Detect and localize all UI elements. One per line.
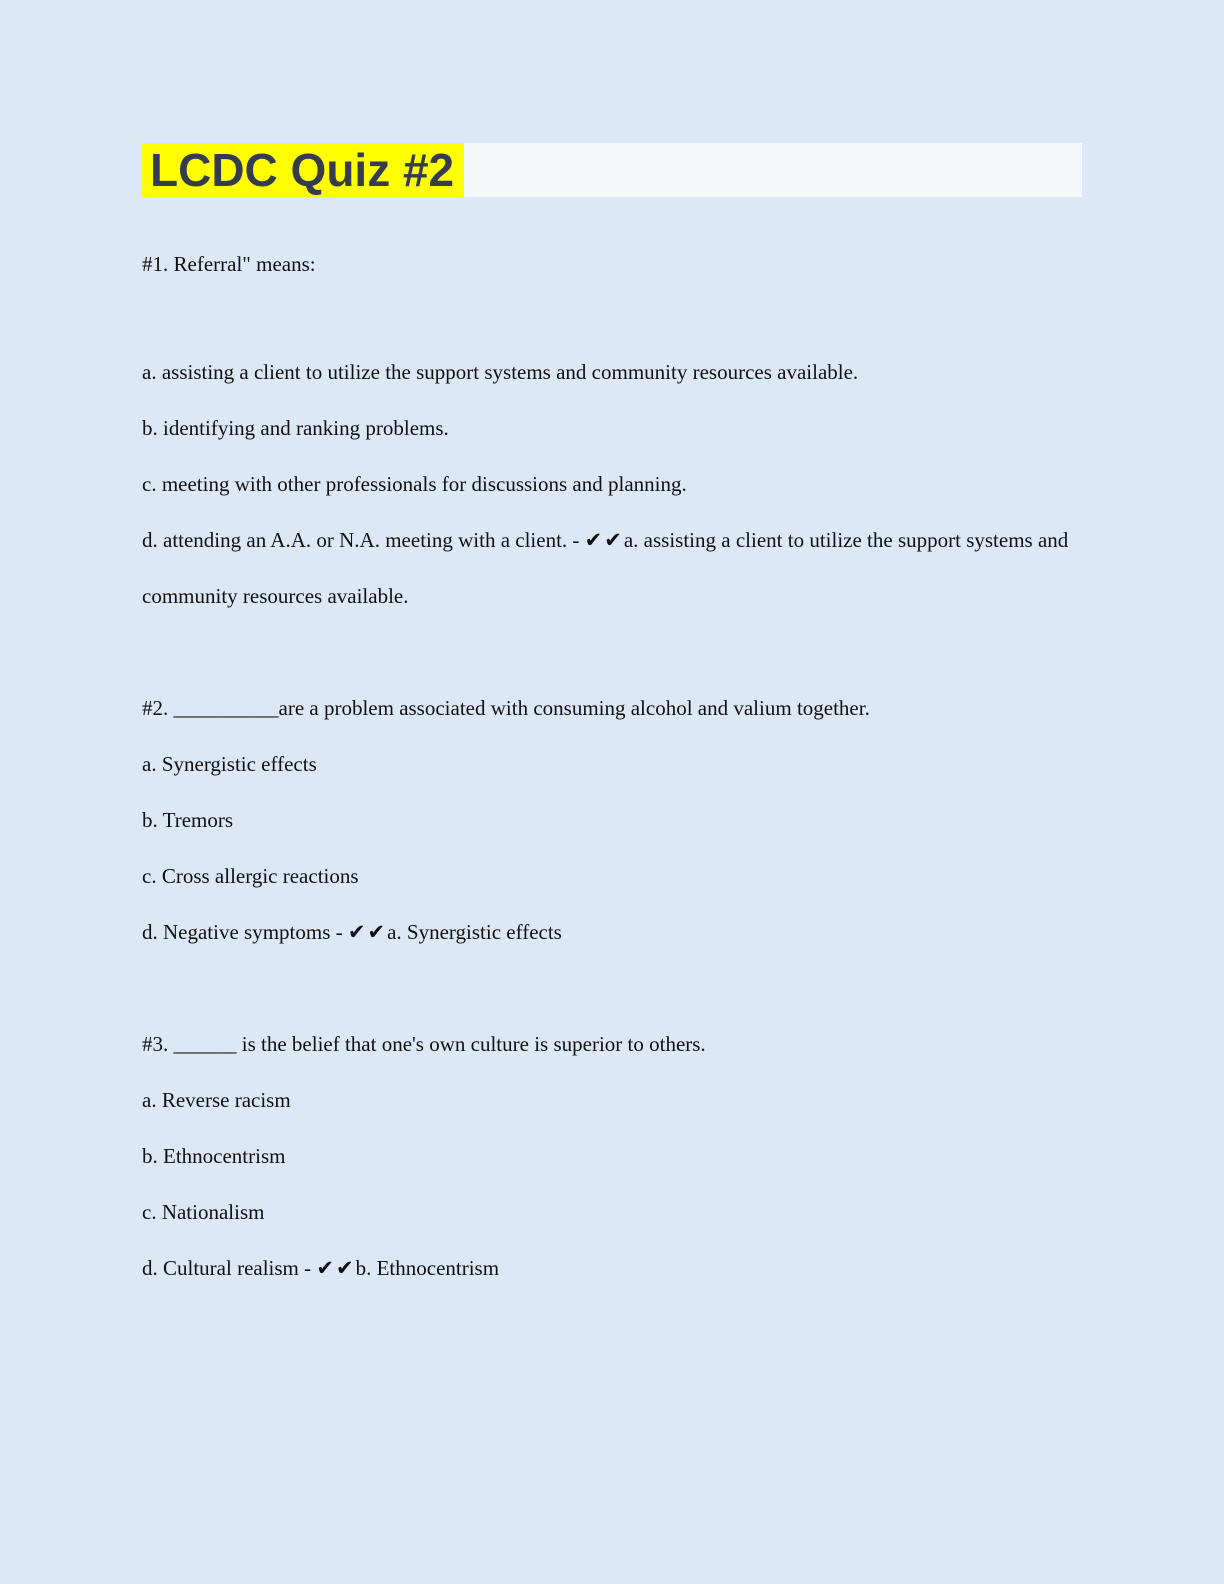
correct-answer-checkmarks: ✔✔ [347, 920, 388, 944]
correct-answer-text: b. Ethnocentrism [355, 1256, 500, 1280]
question-block [142, 236, 1102, 624]
answer-option [142, 1128, 1102, 1184]
option-text: b. identifying and ranking problems. [142, 416, 449, 440]
question-prompt: #2. __________are a problem associated with consuming alcohol and valium together. [142, 696, 870, 720]
question-prompt: #1. Referral" means: [142, 252, 316, 276]
question-block [142, 1016, 1102, 1296]
correct-answer-checkmarks: ✔✔ [584, 528, 624, 552]
page-title: LCDC Quiz #2 [142, 143, 464, 197]
answer-option [142, 456, 1102, 512]
title-bar [142, 143, 1082, 197]
option-text: d. attending an A.A. or N.A. meeting with a client. - [142, 528, 585, 552]
option-text: c. Cross allergic reactions [142, 864, 359, 888]
question-block [142, 680, 1102, 960]
option-text: d. Cultural realism - [142, 1256, 317, 1280]
option-text: a. Reverse racism [142, 1088, 291, 1112]
option-text: a. Synergistic effects [142, 752, 317, 776]
options-list [142, 736, 1102, 960]
option-text: d. Negative symptoms - [142, 920, 348, 944]
answer-option [142, 1240, 1102, 1296]
answer-option [142, 792, 1102, 848]
answer-option [142, 344, 1102, 400]
options-list [142, 344, 1102, 624]
prompt-gap [142, 292, 1102, 344]
answer-option [142, 1072, 1102, 1128]
answer-option [142, 512, 1102, 624]
options-list [142, 1072, 1102, 1296]
option-text: a. assisting a client to utilize the support systems and community resources available. [142, 360, 859, 384]
option-text: c. Nationalism [142, 1200, 265, 1224]
option-text: b. Ethnocentrism [142, 1144, 286, 1168]
answer-option [142, 848, 1102, 904]
correct-answer-checkmarks: ✔✔ [316, 1256, 356, 1280]
answer-option [142, 736, 1102, 792]
answer-option [142, 1184, 1102, 1240]
question-prompt: #3. ______ is the belief that one's own culture is superior to others. [142, 1032, 706, 1056]
answer-option [142, 400, 1102, 456]
option-text: c. meeting with other professionals for discussions and planning. [142, 472, 687, 496]
answer-option [142, 904, 1102, 960]
quiz-body [142, 197, 1102, 1296]
correct-answer-text: a. assisting a client to utilize the support systems and community resources available. [142, 528, 1069, 608]
option-text: b. Tremors [142, 808, 234, 832]
correct-answer-text: a. Synergistic effects [387, 920, 562, 944]
